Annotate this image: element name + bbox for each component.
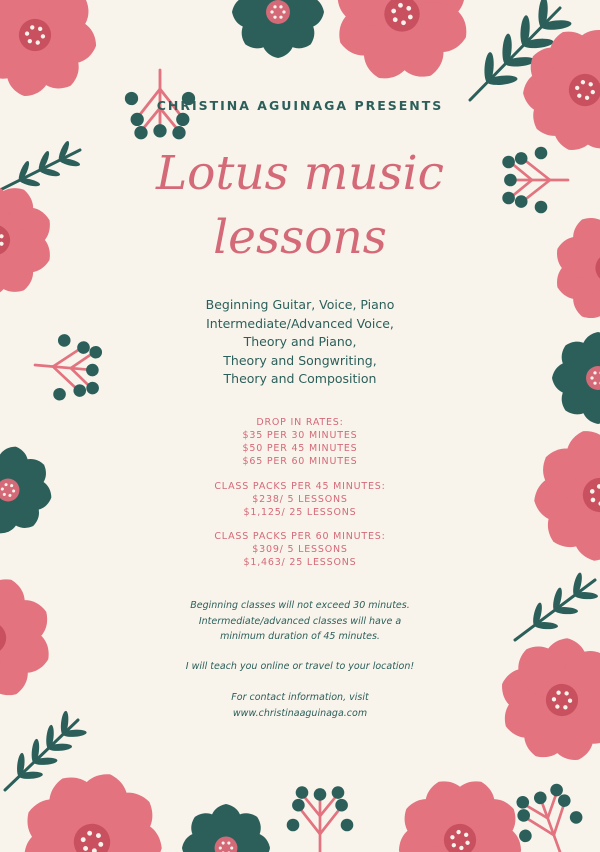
berry-sprig (502, 147, 568, 214)
class-packs-45 (150, 480, 450, 519)
note-line: minimum duration of 45 minutes. (220, 631, 380, 642)
teal-flower (552, 332, 600, 424)
presenter-line: CHRISTINA AGUINAGA PRESENTS (156, 98, 444, 113)
subject-line: Theory and Songwriting, (223, 352, 377, 368)
leaf-sprig (0, 140, 81, 190)
rate-line: $50 PER 45 MINUTES (242, 443, 358, 454)
rate-line: $309/ 5 LESSONS (252, 544, 348, 555)
pink-flower (377, 760, 543, 852)
pink-flower (0, 559, 69, 718)
note-line: Intermediate/advanced classes will have a (198, 615, 402, 627)
note-line: For contact information, visit (231, 692, 369, 703)
pink-flower (508, 406, 600, 588)
drop-in-heading: DROP IN RATES: (256, 417, 344, 428)
website-link[interactable]: www.christinaaguinaga.com (232, 707, 368, 719)
pink-flower (492, 633, 600, 772)
location-note (150, 659, 450, 675)
flyer-title (150, 142, 450, 270)
pink-flower (0, 0, 107, 107)
leaf-sprig (515, 572, 598, 640)
berry-sprig (287, 786, 354, 852)
berry-sprig (32, 332, 103, 404)
contact-note (150, 690, 450, 721)
title-line-2: lessons (213, 210, 387, 265)
note-line: I will teach you online or travel to your location! (185, 661, 415, 672)
class-packs-60 (150, 530, 450, 569)
packs-45-heading: CLASS PACKS PER 45 MINUTES: (214, 481, 386, 492)
duration-note (150, 598, 450, 645)
rate-line: $65 PER 60 MINUTES (242, 456, 358, 467)
drop-in-rates (150, 416, 450, 468)
note-line: Beginning classes will not exceed 30 minutes. (190, 600, 410, 611)
subject-line: Theory and Piano, (243, 334, 357, 349)
subject-line: Intermediate/Advanced Voice, (206, 315, 394, 331)
subjects-list (150, 296, 450, 389)
title-line-1: Lotus music (155, 146, 445, 201)
pink-flower (315, 0, 489, 101)
subject-line: Beginning Guitar, Voice, Piano (205, 297, 395, 312)
rate-line: $238/ 5 LESSONS (252, 494, 348, 505)
teal-flower (0, 439, 59, 541)
pink-flower (2, 755, 181, 852)
packs-60-heading: CLASS PACKS PER 60 MINUTES: (214, 531, 386, 542)
pink-flower (542, 203, 600, 337)
pink-flower (505, 12, 600, 168)
teal-flower (232, 0, 324, 58)
teal-flower (182, 804, 270, 852)
rate-line: $35 PER 30 MINUTES (242, 430, 358, 441)
rate-line: $1,463/ 25 LESSONS (243, 557, 357, 568)
rate-line: $1,125/ 25 LESSONS (243, 507, 357, 518)
subject-line: Theory and Composition (223, 371, 377, 386)
